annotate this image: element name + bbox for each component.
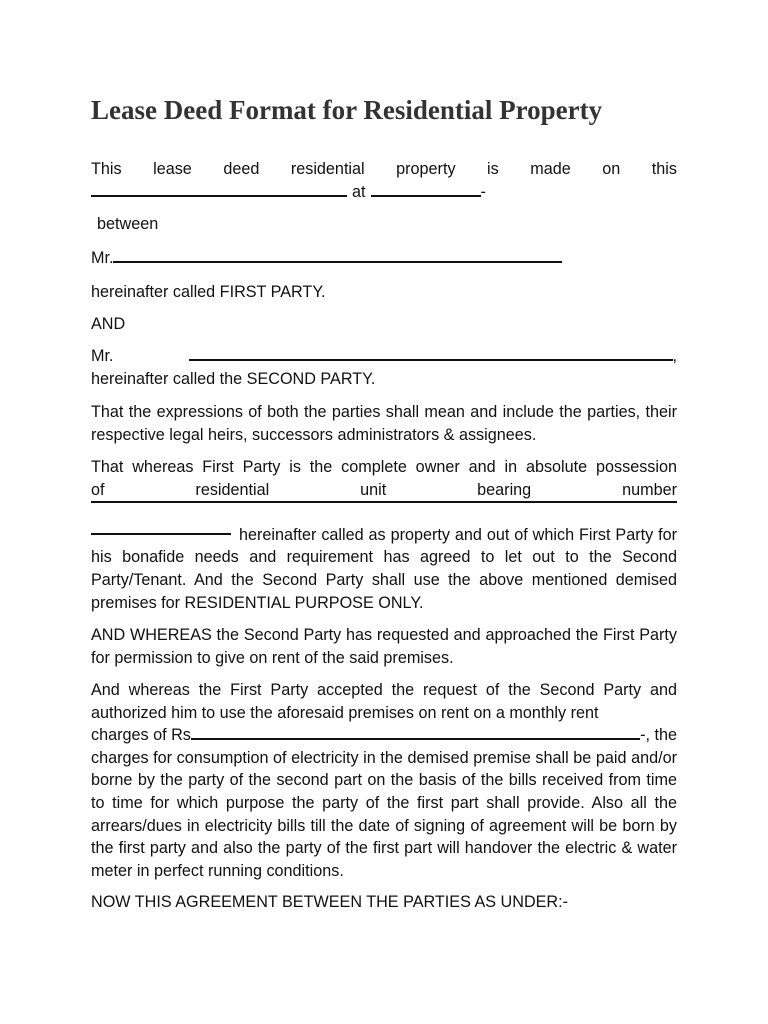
intro-line: This lease deed residential property is made on this	[91, 160, 677, 178]
second-party-text: hereinafter called the SECOND PARTY.	[91, 369, 376, 388]
unit-number-blank-row	[91, 501, 677, 524]
ownership-paragraph	[91, 456, 677, 614]
second-party-block	[91, 345, 677, 390]
first-party-name-row	[91, 247, 677, 270]
and-label: AND	[91, 315, 126, 333]
rent-charges-label: charges of Rs	[91, 726, 191, 745]
ownership-line-2: of residential unit bearing number	[91, 480, 677, 499]
intro-blanks-row: at -	[91, 181, 677, 204]
first-party-text: hereinafter called FIRST PARTY.	[91, 283, 326, 301]
ownership-continued-text: hereinafter called as property and out of which First Party for his bonafide needs and requirement has agreed to let out to the Second Party/Tenant. And the Second Party shall use the above mentioned demised premises for RESIDENTIAL PURPOSE ONLY.	[91, 525, 677, 612]
unit-number-blank-continued	[91, 533, 231, 535]
rent-intro: And whereas the First Party accepted the request of the Second Party and authorized him to use the aforesaid premises on rent on a monthly rent	[91, 681, 677, 722]
ownership-continued	[91, 524, 677, 614]
request-paragraph: AND WHEREAS the Second Party has requested and approached the First Party for permission to give on rent of the said premises.	[91, 626, 677, 667]
rent-amount-blank	[191, 738, 640, 740]
first-party-name-blank	[113, 261, 562, 263]
unit-number-blank	[91, 501, 677, 503]
document-title: Lease Deed Format for Residential Property	[91, 95, 603, 125]
first-party-mr: Mr.	[91, 249, 114, 267]
intro-paragraph	[91, 158, 677, 203]
closing-heading: NOW THIS AGREEMENT BETWEEN THE PARTIES AS UNDER:-	[91, 893, 569, 911]
second-party-mr: Mr.	[91, 347, 114, 365]
date-blank	[91, 195, 347, 197]
expressions-paragraph: That the expressions of both the parties shall mean and include the parties, their respective legal heirs, successors administrators & assignees.	[91, 403, 677, 444]
place-blank	[371, 195, 481, 197]
second-party-name-blank	[189, 359, 673, 361]
between-label: between	[97, 215, 159, 233]
rent-paragraph	[91, 679, 677, 882]
at-label: at	[352, 182, 366, 201]
rent-charges-end: -, the	[640, 726, 677, 745]
rent-amount-row	[91, 724, 677, 747]
second-party-comma: ,	[672, 347, 677, 365]
rent-terms: charges for consumption of electricity in the demised premise shall be paid and/or borne by the party of the second part on the basis of the bills received from time to time for which purpose the party of the first part shall provide. Also all the arrears/dues in electricity bills till the date of signing of agreement will be born by the first party and also the party of the first part will handover the electric & water meter in perfect running conditions.	[91, 748, 677, 880]
ownership-line-1: That whereas First Party is the complete owner and in absolute possession	[91, 458, 677, 476]
